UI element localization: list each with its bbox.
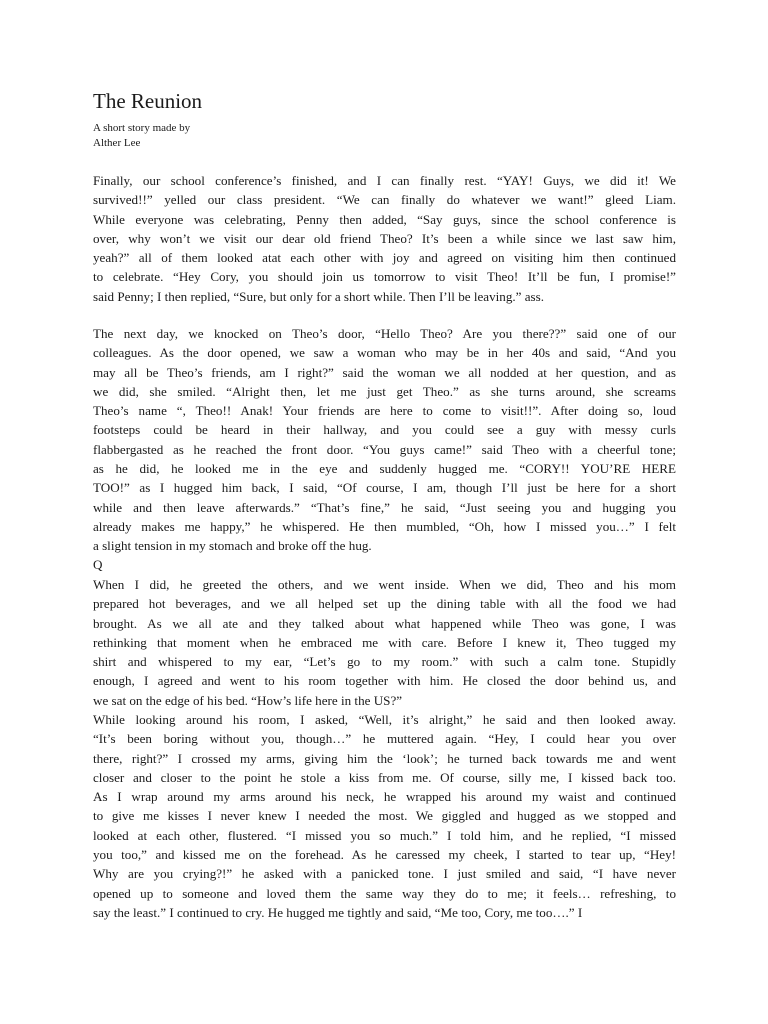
text-line: there, right?” I crossed my arms, giving him the ‘look’; he turned back towards me and went bbox=[93, 750, 676, 766]
text-line: “It’s been boring without you, though…” he muttered again. “Hey, I could hear you over bbox=[93, 731, 676, 747]
byline bbox=[93, 121, 190, 151]
text-line: brought. As we all ate and they talked about what happened while Theo was gone, I was bbox=[93, 615, 676, 631]
paragraph-1 bbox=[93, 171, 676, 306]
text-line: TOO!” as I hugged him back, I said, “Of course, I am, though I’ll just be here for a short bbox=[93, 480, 676, 496]
text-line: closer and closer to the point he stole a kiss from me. Of course, silly me, I kissed back too. bbox=[93, 769, 676, 785]
text-line: to celebrate. “Hey Cory, you should join us tomorrow to visit Theo! It’ll be fun, I promise!” bbox=[93, 269, 676, 285]
text-line: we did, she smiled. “Alright then, let me just get Theo.” as she turns around, she screams bbox=[93, 383, 676, 399]
text-line: flabbergasted as he reached the front door. “You guys came!” said Theo with a cheerful tone; bbox=[93, 441, 676, 457]
text-line: said Penny; I then replied, “Sure, but only for a short while. Then I’ll be leaving.” ass. bbox=[93, 288, 545, 304]
text-line: When I did, he greeted the others, and we went inside. When we did, Theo and his mom bbox=[93, 577, 676, 592]
text-line: prepared hot beverages, and we all helped set up the dining table with all the food we had bbox=[93, 596, 676, 612]
text-line: The next day, we knocked on Theo’s door, “Hello Theo? Are you there??” said one of our bbox=[93, 326, 676, 341]
text-line: survived!!” yelled our class president. “We can finally do whatever we want!” gleed Liam. bbox=[93, 192, 676, 208]
text-line: to give me kisses I never knew I needed the most. We giggled and hugged as we stopped and bbox=[93, 808, 676, 824]
text-line: we sat on the edge of his bed. “How’s life here in the US?” bbox=[93, 692, 403, 708]
paragraph-3 bbox=[93, 555, 676, 574]
text-line: over, why won’t we visit our dear old friend Theo? It’s been a while since we last saw him, bbox=[93, 230, 676, 246]
page-title: The Reunion bbox=[93, 89, 203, 113]
paragraph-4 bbox=[93, 575, 676, 710]
text-line: footsteps could be heard in their hallway, and you could see a guy with messy curls bbox=[93, 422, 676, 438]
text-line: may all be Theo’s friends, am I right?” said the woman we all nodded at her question, and as bbox=[93, 364, 676, 380]
text-line: opened up to someone and loved them the same way they do to me; it feels… refreshing, to bbox=[93, 885, 676, 901]
text-line: looked at each other, flustered. “I missed you so much.” I told him, and he replied, “I missed bbox=[93, 827, 676, 843]
text-line: say the least.” I continued to cry. He hugged me tightly and said, “Me too, Cory, me too….” I bbox=[93, 904, 583, 920]
paragraph-2 bbox=[93, 324, 676, 556]
byline-author: Alther Lee bbox=[93, 137, 141, 149]
text-line: While everyone was celebrating, Penny then added, “Say guys, since the school conference is bbox=[93, 211, 676, 227]
text-line: As I wrap around my arms around his neck, he wrapped his around my waist and continued bbox=[93, 789, 676, 805]
text-line: Finally, our school conference’s finished, and I can finally rest. “YAY! Guys, we did it! We bbox=[93, 173, 676, 188]
text-line: colleagues. As the door opened, we saw a woman who may be in her 40s and said, “And you bbox=[93, 345, 676, 361]
text-line: yeah?” all of them looked atat each other with joy and agreed on visiting him then continued bbox=[93, 250, 676, 266]
text-line: rethinking that moment when he embraced me with care. Before I knew it, Theo tugged my bbox=[93, 634, 676, 650]
text-line: while and then leave afterwards.” “That’s fine,” he said, “Just seeing you and hugging you bbox=[93, 499, 676, 515]
text-line: shirt and whispered to my ear, “Let’s go to my room.” with such a calm tone. Stupidly bbox=[93, 654, 676, 670]
text-line: already makes me happy,” he whispered. He then mumbled, “Oh, how I missed you…” I felt bbox=[93, 518, 676, 534]
text-line: Theo’s name “, Theo!! Anak! Your friends are here to come to visit!!”. After doing so, loud bbox=[93, 403, 676, 419]
paragraph-5 bbox=[93, 710, 676, 922]
text-line: you too,” and kissed me on the forehead. As he caressed my cheek, I started to tear up, “Hey! bbox=[93, 847, 676, 863]
text-line: a slight tension in my stomach and broke off the hug. bbox=[93, 538, 372, 554]
text-line: Q bbox=[93, 557, 103, 572]
text-line: as he did, he looked me in the eye and suddenly hugged me. “CORY!! YOU’RE HERE bbox=[93, 461, 676, 477]
byline-line-1: A short story made by bbox=[93, 122, 191, 134]
text-line: While looking around his room, I asked, “Well, it’s alright,” he said and then looked away. bbox=[93, 712, 676, 727]
text-line: Why are you crying?!” he asked with a panicked tone. I just smiled and said, “I have never bbox=[93, 866, 676, 882]
text-line: enough, I agreed and went to his room together with him. He closed the door behind us, and bbox=[93, 673, 676, 689]
